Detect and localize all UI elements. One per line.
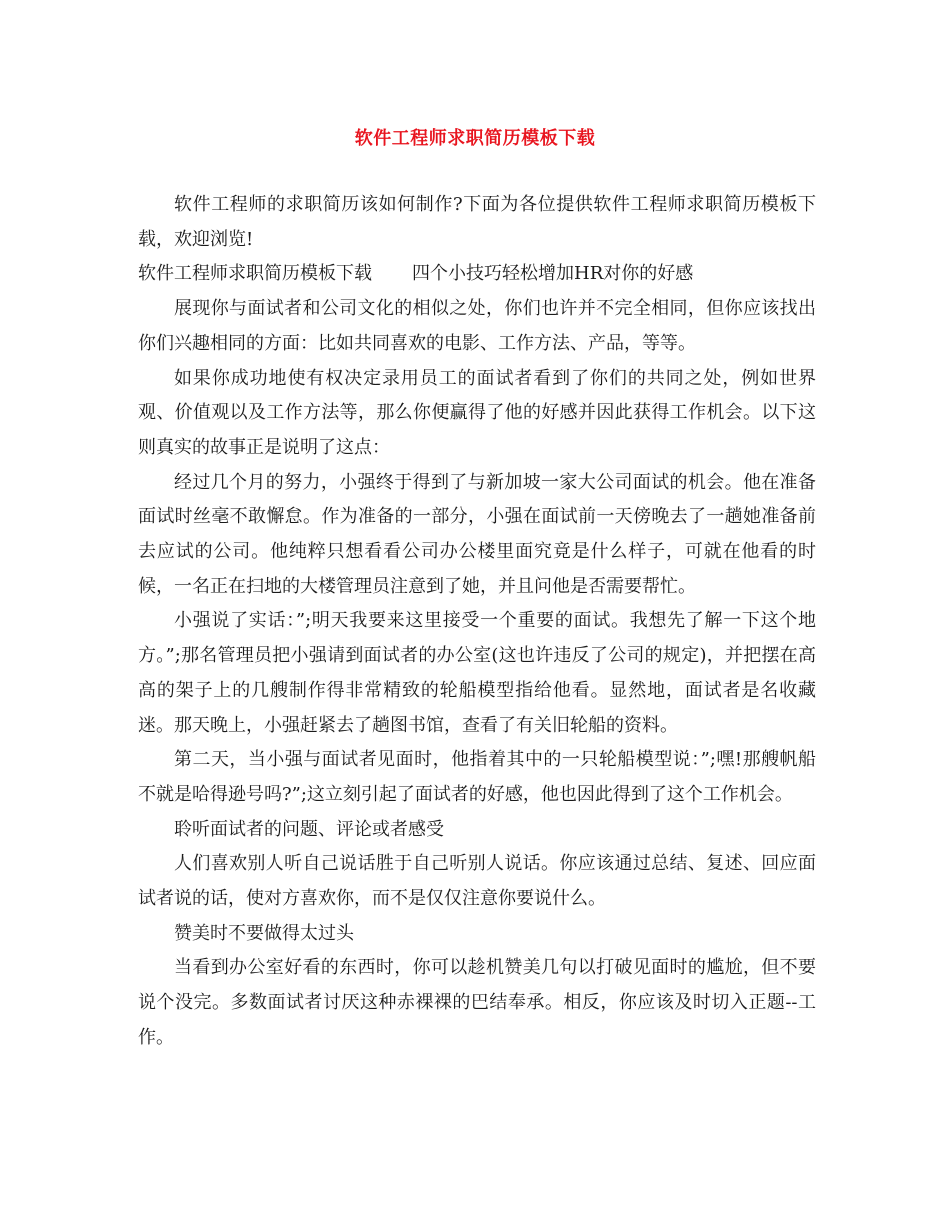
paragraph-story-1: 经过几个月的努力，小强终于得到了与新加坡一家大公司面试的机会。他在准备面试时丝毫不敢懈怠。作为准备的一部分，小强在面试前一天傍晚去了一趟她准备前去应试的公司。他纯粹只想看看公司办公楼里面究竟是什么样子，可就在他看的时候，一名正在扫地的大楼管理员注意到了她，并且问他是否需要帮忙。 xyxy=(138,471,816,597)
paragraph-common-ground: 如果你成功地使有权决定录用员工的面试者看到了你们的共同之处，例如世界观、价值观以及工作方法等，那么你便赢得了他的好感并因此获得工作机会。以下这则真实的故事正是说明了这点： xyxy=(138,367,816,458)
heading-right: 四个小技巧轻松增加HR对你的好感 xyxy=(412,263,694,285)
document-title: 软件工程师求职简历模板下载 xyxy=(354,128,596,149)
paragraph-story-3: 第二天，当小强与面试者见面时，他指着其中的一只轮船模型说：”;嘿!那艘帆船不就是哈得逊号吗?”;这立刻引起了面试者的好感，他也因此得到了这个工作机会。 xyxy=(138,749,816,805)
tip-heading-listen: 聆听面试者的问题、评论或者感受 xyxy=(174,818,444,840)
section-heading xyxy=(138,257,816,292)
tip-heading-praise: 赞美时不要做得太过头 xyxy=(174,922,354,944)
heading-left: 软件工程师求职简历模板下载 xyxy=(138,263,372,285)
document-body xyxy=(138,188,816,1056)
paragraph-story-2: 小强说了实话：”;明天我要来这里接受一个重要的面试。我想先了解一下这个地方。”;那名管理员把小强请到面试者的办公室(这也许违反了公司的规定)，并把摆在高高的架子上的几艘制作得非常精致的轮船模型指给他看。显然地，面试者是名收藏迷。那天晚上，小强赶紧去了趟图书馆，查看了有关旧轮船的资料。 xyxy=(138,610,816,736)
paragraph-similarity: 展现你与面试者和公司文化的相似之处，你们也许并不完全相同，但你应该找出你们兴趣相同的方面：比如共同喜欢的电影、工作方法、产品，等等。 xyxy=(138,298,816,354)
paragraph-praise: 当看到办公室好看的东西时，你可以趁机赞美几句以打破见面时的尴尬，但不要说个没完。多数面试者讨厌这种赤裸裸的巴结奉承。相反，你应该及时切入正题--工作。 xyxy=(138,957,816,1048)
paragraph-listen: 人们喜欢别人听自己说话胜于自己听别人说话。你应该通过总结、复述、回应面试者说的话，使对方喜欢你，而不是仅仅注意你要说什么。 xyxy=(138,853,816,910)
intro-paragraph: 软件工程师的求职简历该如何制作?下面为各位提供软件工程师求职简历模板下载，欢迎浏览! xyxy=(138,194,816,250)
